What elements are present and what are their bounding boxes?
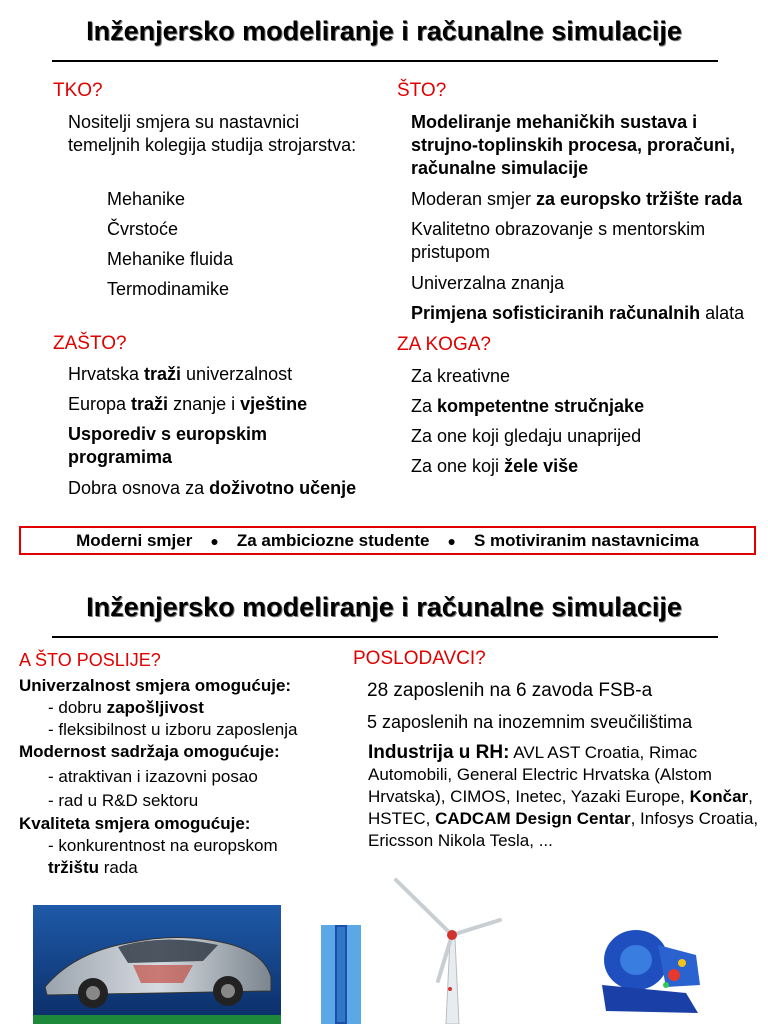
sto-p1: Modeliranje mehaničkih sustava i strujno-toplinskih procesa, proračuni, računalne simulacije — [411, 112, 736, 178]
sto-p5: Primjena sofisticiranih računalnih alata — [411, 303, 745, 323]
banner-item: Za ambiciozne studente — [236, 530, 430, 550]
zakoga-l1: Za kreativne — [411, 366, 511, 386]
title-rule — [52, 60, 718, 62]
zasto-l2: Europa traži znanje i vještine — [68, 394, 308, 414]
banner-item: S motiviranim nastavnicima — [473, 530, 699, 550]
zakoga-l4: Za one koji žele više — [411, 456, 579, 476]
page-title-2: Inženjersko modeliranje i računalne simulacije — [86, 592, 682, 622]
tko-item: Mehanike fluida — [107, 249, 234, 269]
poslije-g3b: tržištu rada — [48, 858, 138, 877]
zasto-l4: Dobra osnova za doživotno učenje — [68, 478, 357, 498]
poslije-g2b: - rad u R&D sektoru — [48, 791, 199, 810]
title-rule — [52, 636, 718, 638]
zakoga-l3: Za one koji gledaju unaprijed — [411, 426, 642, 446]
section-heading-sto: ŠTO? — [397, 80, 447, 101]
bullet-dot: ● — [447, 532, 456, 549]
poslodavci-l1: 28 zaposlenih na 6 zavoda FSB-a — [367, 680, 653, 701]
tko-item: Mehanike — [107, 189, 186, 209]
wind-turbine-image — [393, 877, 503, 1024]
sto-p4: Univerzalna znanja — [411, 273, 565, 293]
bullet-dot: ● — [210, 532, 219, 549]
column-simulation-image — [319, 925, 363, 1024]
section-heading-poslodavci: POSLODAVCI? — [353, 648, 486, 669]
poslije-g1a: - dobru zapošljivost — [48, 698, 204, 717]
banner-item: Moderni smjer — [76, 530, 193, 550]
poslije-g3a: - konkurentnost na europskom — [48, 836, 278, 855]
section-heading-tko: TKO? — [53, 80, 103, 101]
car-image — [33, 905, 281, 1024]
tko-item: Čvrstoće — [107, 219, 179, 239]
poslije-g2a: - atraktivan i izazovni posao — [48, 767, 258, 786]
poslodavci-l2: 5 zaposlenih na inozemnim sveučilištima — [367, 712, 693, 732]
section-heading-zasto: ZAŠTO? — [53, 333, 127, 354]
zasto-l3: Usporediv s europskim programima — [68, 424, 268, 467]
section-heading-poslije: A ŠTO POSLIJE? — [19, 650, 161, 670]
motto-banner — [19, 526, 756, 555]
zasto-l1: Hrvatska traži univerzalnost — [68, 364, 293, 384]
poslodavci-industry: Industrija u RH: AVL AST Croatia, Rimac Automobili, General Electric Hrvatska (Alstom Hrvatska), CIMOS, Inetec, Yazaki Europe, Končar, HSTEC, CADCAM Design Centar, Infosys Croatia, Ericsson Nikola Tesla, ... — [368, 742, 759, 850]
poslije-g3: Kvaliteta smjera omogućuje: — [19, 814, 251, 833]
sto-p3: Kvalitetno obrazovanje s mentorskim pristupom — [411, 219, 706, 262]
poslije-g1: Univerzalnost smjera omogućuje: — [19, 676, 292, 695]
poslije-g2: Modernost sadržaja omogućuje: — [19, 742, 280, 761]
fea-mesh-image — [596, 915, 708, 1024]
zakoga-l2: Za kompetentne stručnjake — [411, 396, 645, 416]
tko-item: Termodinamike — [107, 279, 230, 299]
tko-intro: Nositelji smjera su nastavnici temeljnih kolegija studija strojarstva: — [68, 112, 357, 155]
sto-p2: Moderan smjer za europsko tržište rada — [411, 189, 743, 209]
poslije-g1c: - fleksibilnost u izboru zaposlenja — [48, 720, 298, 739]
page-title: Inženjersko modeliranje i računalne simulacije — [86, 16, 682, 46]
section-heading-zakoga: ZA KOGA? — [397, 334, 491, 355]
